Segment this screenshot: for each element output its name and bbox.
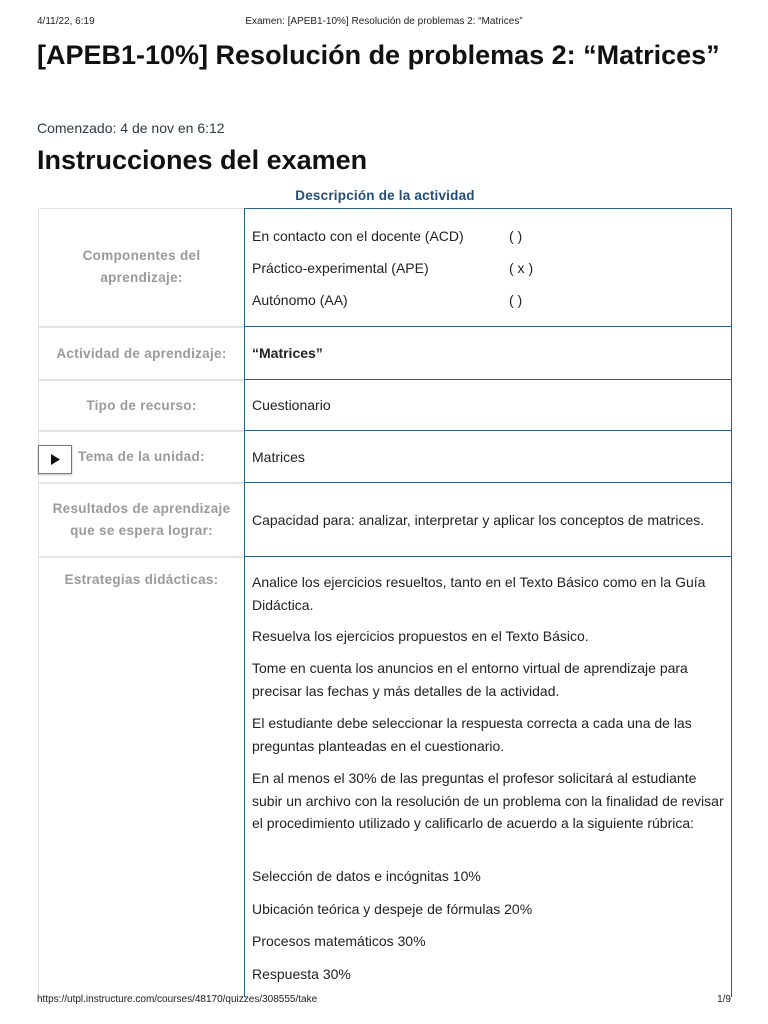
table-row-resource xyxy=(38,380,732,431)
resource-label: Tipo de recurso: xyxy=(38,380,244,431)
table-row-unit xyxy=(38,431,732,483)
print-footer xyxy=(37,994,731,1008)
started-at: Comenzado: 4 de nov en 6:12 xyxy=(37,120,225,136)
play-button[interactable] xyxy=(38,445,72,474)
strategy-paragraph: Resuelva los ejercicios propuestos en el Texto Básico. xyxy=(252,628,589,644)
quiz-title: [APEB1-10%] Resolución de problemas 2: “Matrices” xyxy=(37,40,720,70)
components-label: Componentes del aprendizaje: xyxy=(38,208,244,327)
table-row-strategies xyxy=(38,557,732,997)
rubric-item: Selección de datos e incógnitas 10% xyxy=(252,868,481,884)
unit-value: Matrices xyxy=(244,431,732,483)
component-acd: En contacto con el docente (ACD) xyxy=(252,228,464,244)
component-acd-mark: ( ) xyxy=(509,228,523,244)
component-aa-mark: ( ) xyxy=(509,292,523,308)
strategies-value xyxy=(244,557,732,997)
activity-value: “Matrices” xyxy=(244,327,732,380)
table-caption: Descripción de la actividad xyxy=(295,188,475,203)
print-page-number: 1/9 xyxy=(717,994,731,1005)
instructions-heading: Instrucciones del examen xyxy=(37,145,368,175)
print-document-title: Examen: [APEB1-10%] Resolución de problemas 2: “Matrices” xyxy=(245,16,523,27)
component-ape: Práctico-experimental (APE) xyxy=(252,260,429,276)
play-icon xyxy=(50,454,60,465)
unit-label: Tema de la unidad: xyxy=(38,431,244,483)
print-date: 4/11/22, 6:19 xyxy=(37,16,95,27)
resource-value: Cuestionario xyxy=(244,380,732,431)
component-aa: Autónomo (AA) xyxy=(252,292,348,308)
strategy-paragraph: El estudiante debe seleccionar la respuesta correcta a cada una de las preguntas planteadas en el cuestionario. xyxy=(252,715,692,754)
strategies-label: Estrategias didácticas: xyxy=(38,557,244,997)
rubric-item: Procesos matemáticos 30% xyxy=(252,933,426,949)
rubric-item: Ubicación teórica y despeje de fórmulas 20% xyxy=(252,901,533,917)
components-value xyxy=(244,208,732,327)
results-value: Capacidad para: analizar, interpretar y aplicar los conceptos de matrices. xyxy=(244,483,732,557)
table-row-components xyxy=(38,208,732,327)
rubric-item: Respuesta 30% xyxy=(252,966,351,982)
strategy-paragraph: Analice los ejercicios resueltos, tanto en el Texto Básico como en la Guía Didáctica. xyxy=(252,574,706,613)
component-ape-mark: ( x ) xyxy=(509,260,534,276)
print-header xyxy=(37,16,731,30)
table-row-activity xyxy=(38,327,732,380)
results-label: Resultados de aprendizaje que se espera lograr: xyxy=(38,483,244,557)
activity-label: Actividad de aprendizaje: xyxy=(38,327,244,380)
table-row-results xyxy=(38,483,732,557)
strategy-paragraph: En al menos el 30% de las preguntas el profesor solicitará al estudiante subir un archivo con la resolución de un problema con la finalidad de revisar el procedimiento utilizado y calificarlo de acuerdo a la siguiente rúbrica: xyxy=(252,770,724,831)
print-url: https://utpl.instructure.com/courses/48170/quizzes/308555/take xyxy=(37,994,318,1005)
strategy-paragraph: Tome en cuenta los anuncios en el entorno virtual de aprendizaje para precisar las fechas y más detalles de la actividad. xyxy=(252,660,688,699)
